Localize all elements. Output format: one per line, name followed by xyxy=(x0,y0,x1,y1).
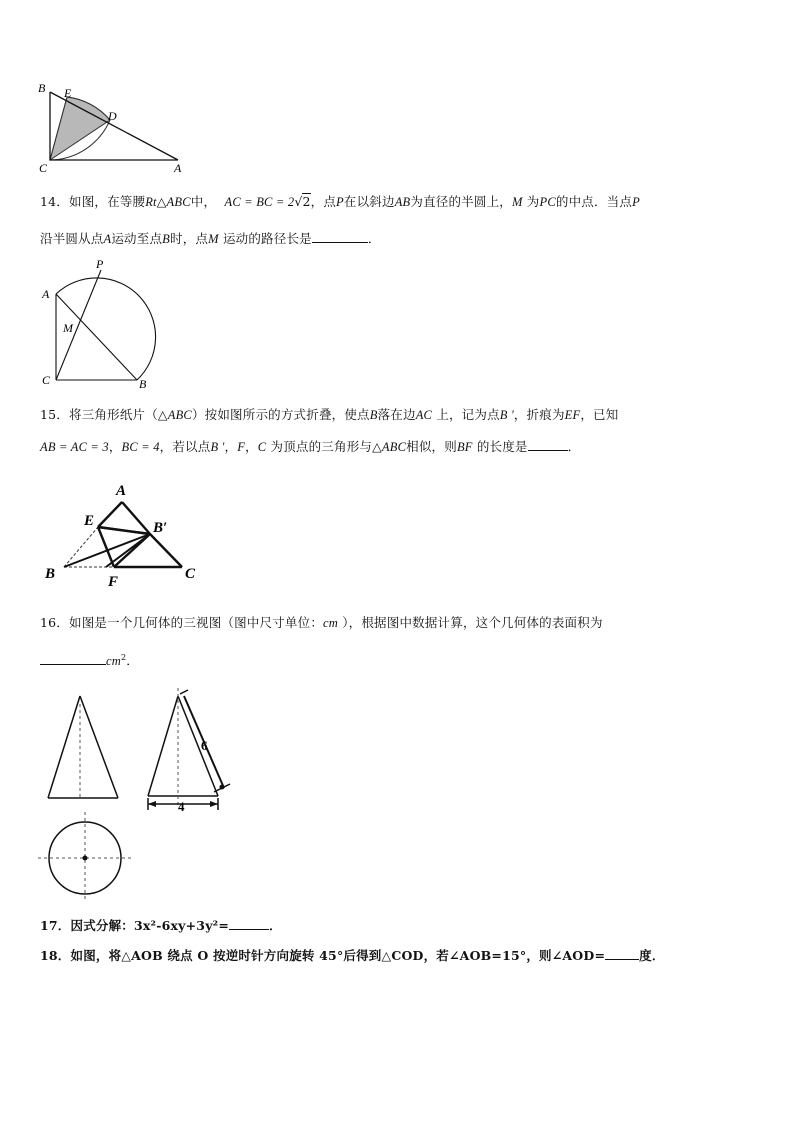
label-m: M xyxy=(63,321,73,335)
seg-ab xyxy=(122,502,150,534)
front-view xyxy=(48,696,118,800)
label-six: 6 xyxy=(201,738,208,753)
q15-line2: AB = AC = 3，BC = 4，若以点B '，F，C 为顶点的三角形与△ABC相似，则BF 的长度是 ． xyxy=(40,439,581,454)
top-view xyxy=(38,812,132,900)
answer-blank-q14[interactable] xyxy=(312,230,368,243)
figure-q14 xyxy=(38,256,168,392)
sqrt-sign: √ xyxy=(294,194,303,209)
label-c: C xyxy=(39,161,48,175)
seg-ab xyxy=(56,294,137,380)
label-f: F xyxy=(108,574,119,590)
answer-blank-q17[interactable] xyxy=(229,917,269,930)
q17: 17．因式分解：3x²-6xy+3y²= ． xyxy=(40,918,282,933)
q18: 18．如图，将△AOB 绕点 O 按逆时针方向旋转 45°后得到△COD，若∠AOB=15°，则∠AOD= 度． xyxy=(40,948,665,963)
seg-bc xyxy=(150,534,182,567)
q16-line1: 16．如图是一个几何体的三视图（图中尺寸单位：cm ），根据图中数据计算，这个几何体的表面积为 xyxy=(40,615,603,630)
side-view xyxy=(148,688,230,810)
label-c: C xyxy=(42,373,51,387)
label-b: B xyxy=(45,566,56,582)
label-a: A xyxy=(42,287,50,301)
figure-q15 xyxy=(40,478,210,593)
figure-q13 xyxy=(36,80,196,176)
seg-f-to-ab xyxy=(106,534,150,567)
answer-blank-q18[interactable] xyxy=(605,947,639,960)
label-b: B xyxy=(139,377,147,391)
label-p: P xyxy=(96,257,104,271)
seg-e-to-bc xyxy=(98,527,150,534)
q15-line1: 15．将三角形纸片（△ABC）按如图所示的方式折叠，使点B落在边AC 上，记为点B '，折痕为EF，已知 xyxy=(40,407,619,422)
q14-line2: 沿半圆从点A运动至点B时，点M 运动的路径长是 ． xyxy=(40,231,381,246)
label-c: C xyxy=(185,566,196,582)
figure-q16 xyxy=(36,684,246,900)
seg-ea xyxy=(98,502,122,527)
q14-line1: 14．如图，在等腰Rt△ABC中， AC = BC = 2√2，点P在以斜边AB为直径的半圆上，M 为PC的中点．当点P xyxy=(40,194,640,209)
label-a: A xyxy=(116,483,127,499)
q14-formula: AC = BC = 2 xyxy=(224,195,295,209)
label-b-prime: B′ xyxy=(153,520,168,536)
label-e: E xyxy=(84,513,95,529)
label-a: A xyxy=(174,161,182,175)
answer-blank-q15[interactable] xyxy=(528,438,568,451)
seg-b-to-bp xyxy=(64,534,150,567)
label-e: E xyxy=(64,86,72,100)
label-b: B xyxy=(38,81,46,95)
label-d: D xyxy=(108,109,117,123)
q16-line2: $cm^2$． xyxy=(40,650,139,669)
label-four: 4 xyxy=(178,799,185,814)
seg-ef xyxy=(98,527,114,567)
answer-blank-q16[interactable] xyxy=(40,652,106,665)
